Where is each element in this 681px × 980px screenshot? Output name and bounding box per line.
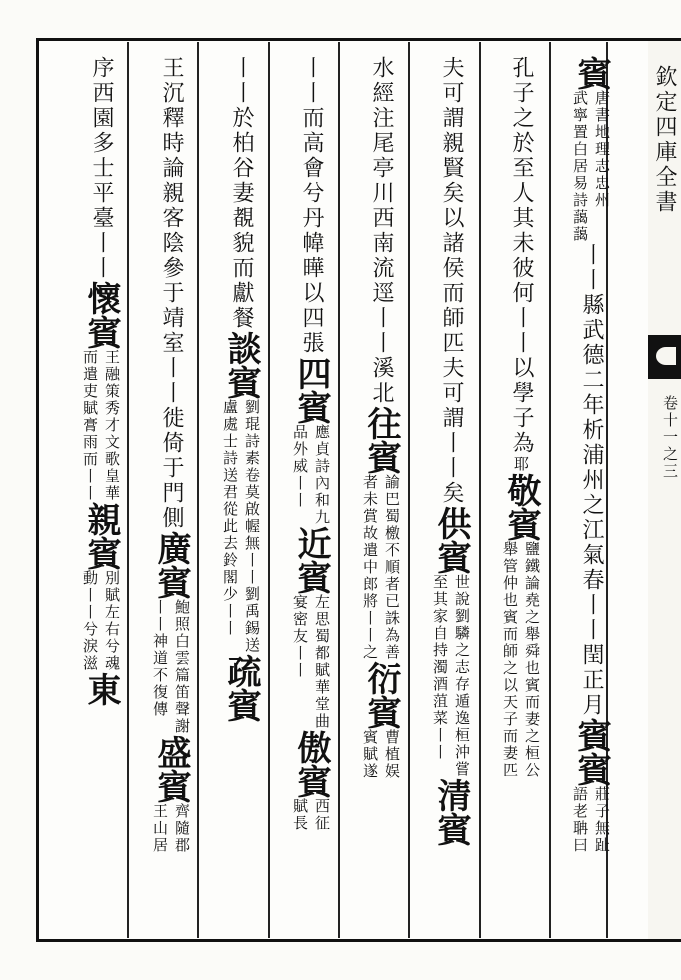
heading-term: 賓賓 — [571, 718, 611, 786]
text-column — [210, 56, 272, 936]
heading-term: 談賓 — [221, 331, 261, 399]
heading-term: 往賓 — [361, 406, 401, 474]
annotation-pair — [359, 729, 403, 780]
main-text: 丹幃曄以四張 — [299, 206, 324, 356]
annotation-line: 左思蜀都賦華堂曲 — [313, 594, 331, 730]
annotation-pair — [79, 349, 123, 502]
page-margin — [648, 38, 681, 942]
annotation-pair — [569, 90, 613, 243]
heading-term: 衍賓 — [361, 661, 401, 729]
annotation-pair — [79, 570, 123, 672]
annotation-line: 西征 — [313, 798, 331, 832]
annotation-line: 莊子無趾 — [593, 786, 611, 854]
text-column — [140, 56, 202, 936]
annotation-line: 曹植娱 — [383, 729, 401, 780]
heading-term: 清賓 — [431, 778, 471, 846]
annotation-pair — [499, 541, 543, 779]
annotation-line: 丨丨神道不復傳 — [151, 599, 169, 718]
annotation-pair — [289, 594, 333, 730]
annotation-line: 鹽鐵論堯之舉舜也賓而妻之桓公 — [523, 541, 541, 779]
heading-term: 廣賓 — [151, 531, 191, 599]
annotation-pair — [289, 424, 333, 526]
annotation-line: 應貞詩內和九 — [313, 424, 331, 526]
main-text: 耶 — [512, 456, 530, 473]
annotation-line: 者未賞故遣中郎將丨丨之 — [361, 474, 379, 661]
annotation-line: 武寧置白居易詩藹藹 — [571, 90, 589, 243]
main-text: 江氣春丨丨閏正月 — [579, 518, 604, 718]
main-text: 平臺丨丨 — [89, 181, 114, 281]
annotation-line: 唐書地理志忠州 — [593, 90, 611, 209]
main-text: 孔子之於至人其未 — [509, 56, 534, 256]
heading-term: 東 — [81, 672, 121, 706]
annotation-line: 王融策秀才文歌皇華 — [103, 349, 121, 502]
heading-term: 疏賓 — [221, 654, 261, 722]
heading-term: 四賓 — [291, 356, 331, 424]
annotation-line: 宴密友丨丨 — [291, 594, 309, 679]
main-text: 丨丨而高會兮 — [299, 56, 324, 206]
annotation-line: 而遣吏賦膏雨而丨丨 — [81, 349, 99, 502]
main-text: 丨丨縣武德二年析浦州之 — [579, 243, 604, 518]
heading-term: 賓 — [571, 56, 611, 90]
main-text: 彼何丨丨以學子為 — [509, 256, 534, 456]
annotation-line: 別賦左右兮魂 — [103, 570, 121, 672]
annotation-line: 盧處士詩送君從此去鈴閣少丨丨 — [221, 399, 239, 637]
juan-number: 卷十一之三 — [661, 395, 679, 480]
heading-term: 近賓 — [291, 526, 331, 594]
annotation-pair — [149, 803, 193, 854]
annotation-line: 鮑照白雲篇笛聲謝 — [173, 599, 191, 735]
text-column — [560, 56, 622, 936]
heading-term: 傲賓 — [291, 730, 331, 798]
text-column — [280, 56, 342, 936]
annotation-line: 齊隨郡 — [173, 803, 191, 854]
annotation-line: 賓賦遂 — [361, 729, 379, 780]
heading-term: 敬賓 — [501, 473, 541, 541]
main-text: 序西園多士 — [89, 56, 114, 181]
main-text: 靖室丨丨徙倚于門側 — [159, 306, 184, 531]
annotation-line: 品外威丨丨 — [291, 424, 309, 509]
heading-term: 供賓 — [431, 506, 471, 574]
annotation-pair — [569, 786, 613, 854]
text-column — [350, 56, 412, 936]
annotation-line: 賦長 — [291, 798, 309, 832]
book-title: 欽定四庫全書 — [652, 65, 677, 215]
annotation-pair — [359, 474, 403, 661]
annotation-line: 世說劉驎之志存遁逸桓沖嘗 — [453, 574, 471, 778]
heading-term: 盛賓 — [151, 735, 191, 803]
heading-term: 親賓 — [81, 502, 121, 570]
annotation-pair — [219, 399, 263, 654]
text-column — [420, 56, 482, 936]
annotation-line: 語老聃曰 — [571, 786, 589, 854]
main-text: 王沉釋時論親客陰參于 — [159, 56, 184, 306]
annotation-pair — [289, 798, 333, 832]
annotation-line: 至其家自持濁酒菹菜丨丨 — [431, 574, 449, 761]
annotation-line: 劉琨詩素卷莫啟幄無丨丨劉禹錫送 — [243, 399, 261, 654]
main-text: 南流逕丨丨溪北 — [369, 231, 394, 406]
heading-term: 懷賓 — [81, 281, 121, 349]
annotation-pair — [429, 574, 473, 778]
annotation-pair — [149, 599, 193, 735]
main-text: 覩貌而獻餐 — [229, 206, 254, 331]
text-column — [490, 56, 552, 936]
annotation-line: 動丨丨兮淚滋 — [81, 570, 99, 672]
main-text: 夫可謂親賢矣以諸侯 — [439, 56, 464, 281]
main-text: 而師匹夫可謂丨丨矣 — [439, 281, 464, 506]
fish-tail-mark — [648, 335, 681, 379]
annotation-line: 諭巴蜀檄不順者已誅為善 — [383, 474, 401, 661]
text-column — [70, 56, 132, 936]
main-text: 水經注尾亭川西 — [369, 56, 394, 231]
annotation-line: 舉管仲也賓而師之以天子而妻匹 — [501, 541, 519, 779]
main-text: 丨丨於柏谷妻 — [229, 56, 254, 206]
annotation-line: 王山居 — [151, 803, 169, 854]
